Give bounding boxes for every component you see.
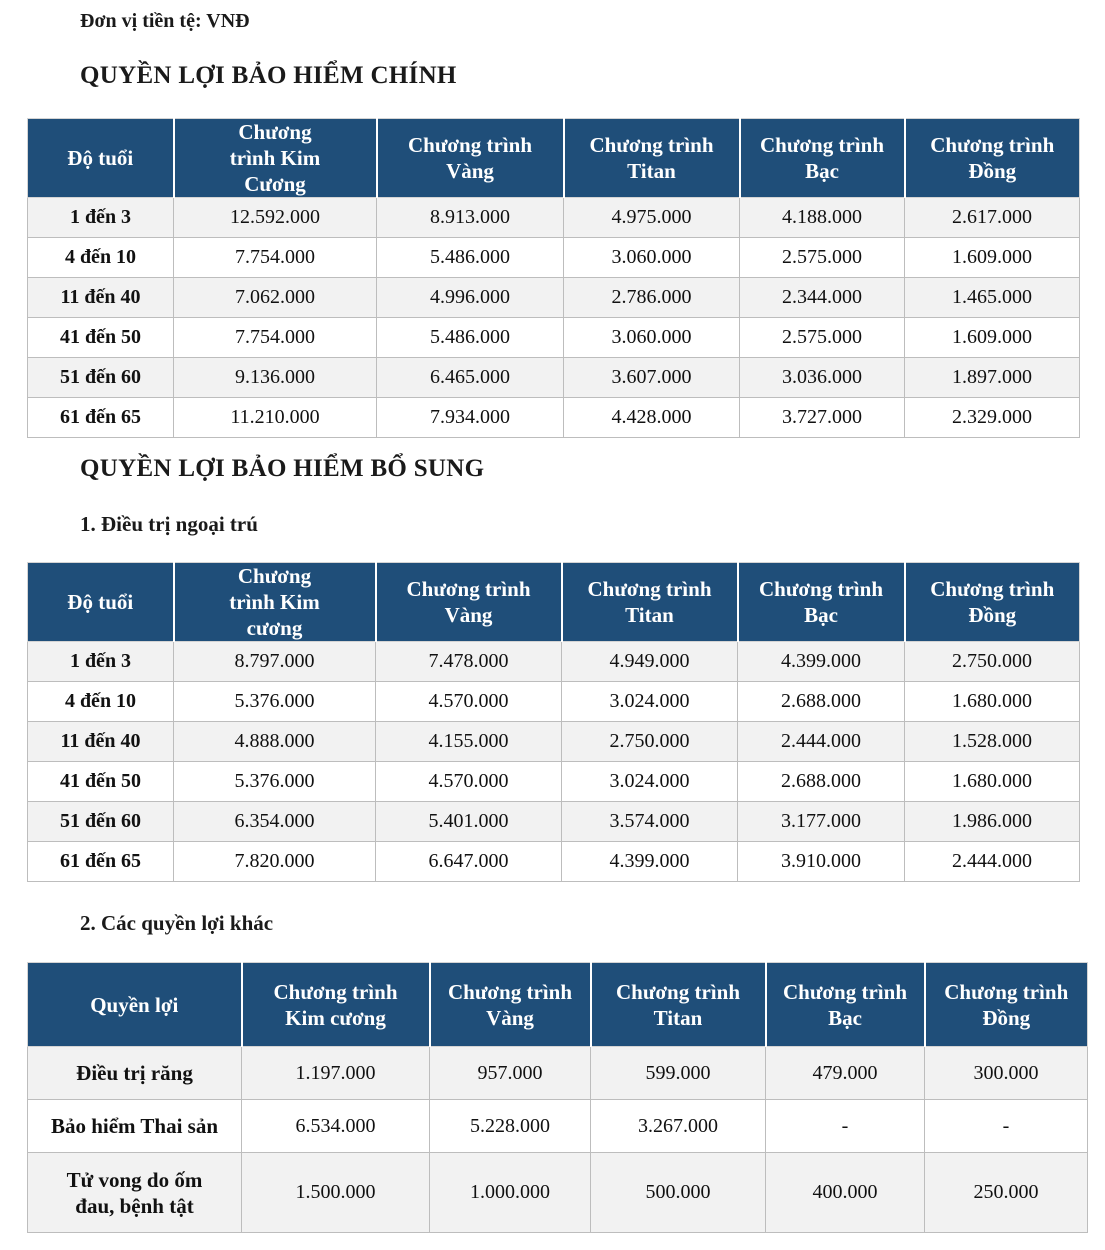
header-kim-cuong: Chương trình Kim cương	[174, 563, 376, 642]
header-titan: Chương trình Titan	[562, 563, 738, 642]
currency-unit-label: Đơn vị tiền tệ: VNĐ	[80, 10, 250, 32]
table-row	[28, 802, 1080, 842]
value-cell: 2.575.000	[740, 318, 905, 358]
value-cell: 4.888.000	[174, 722, 376, 762]
table-row	[28, 398, 1080, 438]
value-cell: 2.444.000	[738, 722, 905, 762]
value-cell: 5.228.000	[430, 1100, 591, 1153]
value-cell: 9.136.000	[174, 358, 377, 398]
age-cell: 1 đến 3	[28, 198, 174, 238]
value-cell: 957.000	[430, 1047, 591, 1100]
header-bac: Chương trình Bạc	[738, 563, 905, 642]
age-cell: 1 đến 3	[28, 642, 174, 682]
table-row	[28, 722, 1080, 762]
header-bac: Chương trình Bạc	[766, 963, 925, 1047]
value-cell: 7.754.000	[174, 318, 377, 358]
header-benefit: Quyền lợi	[28, 963, 242, 1047]
age-cell: 51 đến 60	[28, 358, 174, 398]
table-header-row	[28, 563, 1080, 642]
value-cell: 2.786.000	[564, 278, 740, 318]
value-cell: 400.000	[766, 1153, 925, 1233]
table-row	[28, 278, 1080, 318]
age-cell: 11 đến 40	[28, 722, 174, 762]
table-row	[28, 682, 1080, 722]
other-benefits-table	[27, 962, 1088, 1233]
value-cell: 3.607.000	[564, 358, 740, 398]
table-row	[28, 238, 1080, 278]
table-row	[28, 198, 1080, 238]
value-cell: 1.500.000	[242, 1153, 430, 1233]
main-benefits-title: QUYỀN LỢI BẢO HIỂM CHÍNH	[80, 62, 457, 89]
value-cell: 3.727.000	[740, 398, 905, 438]
value-cell: 5.401.000	[376, 802, 562, 842]
value-cell: 5.376.000	[174, 682, 376, 722]
value-cell: 6.647.000	[376, 842, 562, 882]
value-cell: 3.060.000	[564, 238, 740, 278]
value-cell: 3.574.000	[562, 802, 738, 842]
header-kim-cuong: Chương trình Kim cương	[242, 963, 430, 1047]
value-cell: 1.897.000	[905, 358, 1080, 398]
supplement-benefits-title: QUYỀN LỢI BẢO HIỂM BỔ SUNG	[80, 455, 485, 482]
value-cell: -	[925, 1100, 1088, 1153]
age-cell: 41 đến 50	[28, 762, 174, 802]
table-row	[28, 358, 1080, 398]
value-cell: 3.177.000	[738, 802, 905, 842]
value-cell: 7.062.000	[174, 278, 377, 318]
header-age: Độ tuổi	[28, 563, 174, 642]
value-cell: 4.399.000	[562, 842, 738, 882]
value-cell: 1.465.000	[905, 278, 1080, 318]
value-cell: 4.975.000	[564, 198, 740, 238]
value-cell: 8.913.000	[377, 198, 564, 238]
value-cell: 7.820.000	[174, 842, 376, 882]
age-cell: 61 đến 65	[28, 398, 174, 438]
value-cell: 6.354.000	[174, 802, 376, 842]
value-cell: 1.528.000	[905, 722, 1080, 762]
value-cell: 4.996.000	[377, 278, 564, 318]
value-cell: 599.000	[591, 1047, 766, 1100]
table-row	[28, 1100, 1088, 1153]
value-cell: 2.688.000	[738, 762, 905, 802]
value-cell: 4.570.000	[376, 762, 562, 802]
value-cell: 4.155.000	[376, 722, 562, 762]
other-benefits-subtitle: 2. Các quyền lợi khác	[80, 911, 274, 935]
value-cell: 12.592.000	[174, 198, 377, 238]
age-cell: 4 đến 10	[28, 238, 174, 278]
header-vang: Chương trình Vàng	[377, 119, 564, 198]
header-dong: Chương trình Đồng	[905, 119, 1080, 198]
value-cell: 5.376.000	[174, 762, 376, 802]
header-kim-cuong: Chương trình Kim Cương	[174, 119, 377, 198]
value-cell: 3.024.000	[562, 762, 738, 802]
value-cell: 3.036.000	[740, 358, 905, 398]
table-row	[28, 762, 1080, 802]
value-cell: 8.797.000	[174, 642, 376, 682]
value-cell: 3.910.000	[738, 842, 905, 882]
value-cell: 4.188.000	[740, 198, 905, 238]
table-row	[28, 642, 1080, 682]
value-cell: 1.000.000	[430, 1153, 591, 1233]
table-row	[28, 842, 1080, 882]
table-header-row	[28, 119, 1080, 198]
value-cell: 6.534.000	[242, 1100, 430, 1153]
header-bac: Chương trình Bạc	[740, 119, 905, 198]
benefit-cell: Bảo hiểm Thai sản	[28, 1100, 242, 1153]
outpatient-table	[27, 562, 1080, 882]
age-cell: 11 đến 40	[28, 278, 174, 318]
value-cell: 2.575.000	[740, 238, 905, 278]
value-cell: 4.399.000	[738, 642, 905, 682]
header-age: Độ tuổi	[28, 119, 174, 198]
value-cell: 3.024.000	[562, 682, 738, 722]
value-cell: 2.750.000	[905, 642, 1080, 682]
value-cell: 4.428.000	[564, 398, 740, 438]
value-cell: 4.570.000	[376, 682, 562, 722]
header-titan: Chương trình Titan	[564, 119, 740, 198]
benefit-cell: Tử vong do ốm đau, bệnh tật	[28, 1153, 242, 1233]
age-cell: 61 đến 65	[28, 842, 174, 882]
value-cell: 11.210.000	[174, 398, 377, 438]
value-cell: 5.486.000	[377, 318, 564, 358]
header-vang: Chương trình Vàng	[376, 563, 562, 642]
value-cell: 2.750.000	[562, 722, 738, 762]
value-cell: 1.986.000	[905, 802, 1080, 842]
header-dong: Chương trình Đồng	[905, 563, 1080, 642]
value-cell: 1.197.000	[242, 1047, 430, 1100]
value-cell: 7.934.000	[377, 398, 564, 438]
age-cell: 41 đến 50	[28, 318, 174, 358]
table-row	[28, 1153, 1088, 1233]
age-cell: 51 đến 60	[28, 802, 174, 842]
value-cell: 7.478.000	[376, 642, 562, 682]
value-cell: 1.680.000	[905, 682, 1080, 722]
value-cell: 500.000	[591, 1153, 766, 1233]
header-vang: Chương trình Vàng	[430, 963, 591, 1047]
value-cell: 7.754.000	[174, 238, 377, 278]
table-row	[28, 1047, 1088, 1100]
value-cell: 300.000	[925, 1047, 1088, 1100]
value-cell: 2.688.000	[738, 682, 905, 722]
header-dong: Chương trình Đồng	[925, 963, 1088, 1047]
value-cell: 3.267.000	[591, 1100, 766, 1153]
age-cell: 4 đến 10	[28, 682, 174, 722]
value-cell: 1.609.000	[905, 238, 1080, 278]
table-row	[28, 318, 1080, 358]
value-cell: 5.486.000	[377, 238, 564, 278]
value-cell: 250.000	[925, 1153, 1088, 1233]
value-cell: 3.060.000	[564, 318, 740, 358]
table-header-row	[28, 963, 1088, 1047]
value-cell: 479.000	[766, 1047, 925, 1100]
header-titan: Chương trình Titan	[591, 963, 766, 1047]
benefit-cell: Điều trị răng	[28, 1047, 242, 1100]
value-cell: 1.680.000	[905, 762, 1080, 802]
value-cell: 1.609.000	[905, 318, 1080, 358]
value-cell: -	[766, 1100, 925, 1153]
value-cell: 2.617.000	[905, 198, 1080, 238]
value-cell: 2.344.000	[740, 278, 905, 318]
main-benefits-table	[27, 118, 1080, 438]
value-cell: 6.465.000	[377, 358, 564, 398]
value-cell: 4.949.000	[562, 642, 738, 682]
value-cell: 2.444.000	[905, 842, 1080, 882]
value-cell: 2.329.000	[905, 398, 1080, 438]
outpatient-subtitle: 1. Điều trị ngoại trú	[80, 512, 258, 536]
